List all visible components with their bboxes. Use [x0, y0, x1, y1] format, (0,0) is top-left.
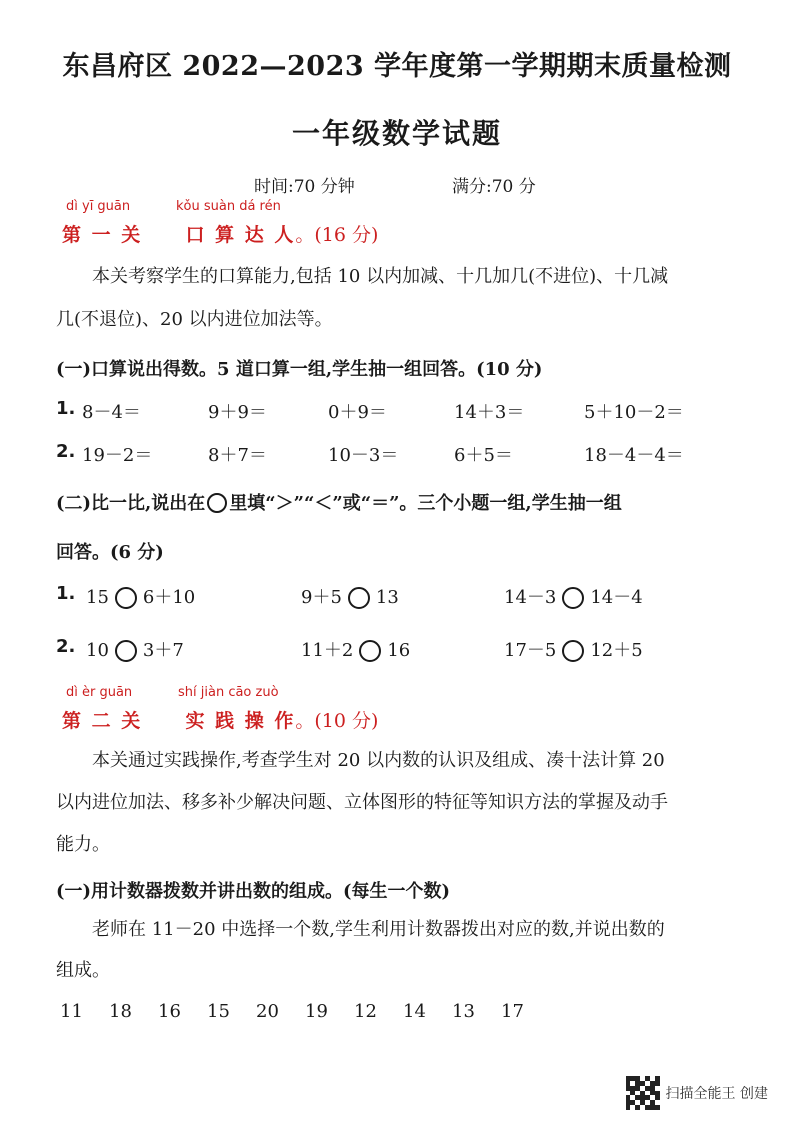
problem: 5＋10－2＝ [584, 402, 684, 423]
compare-left: 15 [86, 587, 109, 608]
compare-right: 14－4 [590, 587, 643, 608]
compare-left: 11＋2 [301, 640, 354, 661]
compare-row-2 [56, 636, 756, 662]
answer-circle[interactable] [115, 640, 137, 662]
qr-code-icon [626, 1076, 660, 1110]
compare-right: 16 [387, 640, 411, 661]
mental-math-row-1 [56, 398, 756, 423]
exam-score: 满分:70 分 [452, 177, 536, 197]
number-item: 15 [207, 1001, 230, 1022]
number-item: 13 [452, 1001, 475, 1022]
answer-circle[interactable] [359, 640, 381, 662]
compare-item [504, 636, 643, 662]
watermark-text: 扫描全能王 创建 [665, 1086, 768, 1102]
level1-part2-title [56, 489, 622, 515]
compare-left: 14－3 [504, 587, 557, 608]
compare-item [86, 583, 195, 609]
row-number: 1. [56, 583, 76, 604]
exam-subtitle: 一年级数学试题 [291, 117, 502, 150]
number-item: 16 [158, 1001, 181, 1022]
problem: 8－4＝ [82, 402, 141, 423]
exam-time: 时间:70 分钟 [254, 177, 355, 197]
circle-icon [207, 493, 227, 513]
level2-part1-title: (一)用计数器拨数并讲出数的组成。(每生一个数) [56, 881, 451, 902]
exam-title: 东昌府区 2022—2023 学年度第一学期期末质量检测 [62, 51, 732, 82]
mental-math-row-2 [56, 441, 756, 466]
level1-part1-title: (一)口算说出得数。5 道口算一组,学生抽一组回答。(10 分) [56, 359, 543, 380]
part2-title-a: (二)比一比,说出在 [56, 493, 206, 514]
compare-item [86, 636, 184, 662]
level2-points: 。(10 分) [295, 710, 379, 732]
number-item: 12 [354, 1001, 377, 1022]
problem: 19－2＝ [82, 445, 153, 466]
number-list [60, 1001, 545, 1022]
level2-intro-line2: 以内进位加法、移多补少解决问题、立体图形的特征等知识方法的掌握及动手 [56, 792, 668, 813]
problem: 14＋3＝ [454, 402, 525, 423]
level1-pinyin-label: dì yī guān [66, 199, 131, 214]
level2-heading [62, 706, 378, 733]
problem: 8＋7＝ [208, 445, 267, 466]
level1-points: 。(16 分) [295, 224, 379, 246]
number-item: 17 [501, 1001, 524, 1022]
scanner-watermark [626, 1076, 768, 1110]
compare-left: 9＋5 [301, 587, 342, 608]
compare-right: 6＋10 [142, 587, 196, 608]
compare-item [301, 636, 410, 662]
level1-heading [62, 220, 378, 247]
level2-intro-line3: 能力。 [56, 834, 110, 855]
level2-part1-line2: 组成。 [56, 960, 110, 981]
level2-intro-line1: 本关通过实践操作,考查学生对 20 以内数的认识及组成、凑十法计算 20 [92, 750, 665, 771]
compare-row-1 [56, 583, 756, 609]
problem: 9＋9＝ [208, 402, 267, 423]
number-item: 11 [60, 1001, 83, 1022]
compare-item [301, 583, 399, 609]
level1-part2-title-line2: 回答。(6 分) [56, 542, 164, 563]
number-item: 19 [305, 1001, 328, 1022]
row-number: 1. [56, 398, 76, 419]
number-item: 18 [109, 1001, 132, 1022]
compare-left: 10 [86, 640, 109, 661]
part2-title-b: 里填“＞”“＜”或“＝”。三个小题一组,学生抽一组 [229, 493, 622, 514]
level2-pinyin-name: shí jiàn cāo zuò [178, 685, 279, 700]
compare-item [504, 583, 643, 609]
level1-label: 第 一 关 [62, 224, 143, 246]
compare-right: 12＋5 [590, 640, 643, 661]
problem: 6＋5＝ [454, 445, 513, 466]
compare-right: 13 [375, 587, 399, 608]
problem: 18－4－4＝ [584, 445, 684, 466]
level1-name: 口 算 达 人 [185, 224, 296, 246]
number-item: 14 [403, 1001, 426, 1022]
level2-name: 实 践 操 作 [185, 710, 296, 732]
level2-part1-line1: 老师在 11－20 中选择一个数,学生利用计数器拨出对应的数,并说出数的 [92, 919, 665, 940]
compare-right: 3＋7 [142, 640, 184, 661]
answer-circle[interactable] [348, 587, 370, 609]
answer-circle[interactable] [562, 587, 584, 609]
problem: 10－3＝ [328, 445, 399, 466]
answer-circle[interactable] [115, 587, 137, 609]
level2-label: 第 二 关 [62, 710, 143, 732]
level1-pinyin-name: kǒu suàn dá rén [176, 199, 281, 214]
level1-intro-line1: 本关考察学生的口算能力,包括 10 以内加减、十几加几(不进位)、十几减 [92, 266, 669, 287]
problem: 0＋9＝ [328, 402, 387, 423]
level2-pinyin-label: dì èr guān [66, 685, 133, 700]
compare-left: 17－5 [504, 640, 557, 661]
row-number: 2. [56, 441, 76, 462]
row-number: 2. [56, 636, 76, 657]
level1-intro-line2: 几(不退位)、20 以内进位加法等。 [56, 309, 333, 330]
answer-circle[interactable] [562, 640, 584, 662]
number-item: 20 [256, 1001, 279, 1022]
